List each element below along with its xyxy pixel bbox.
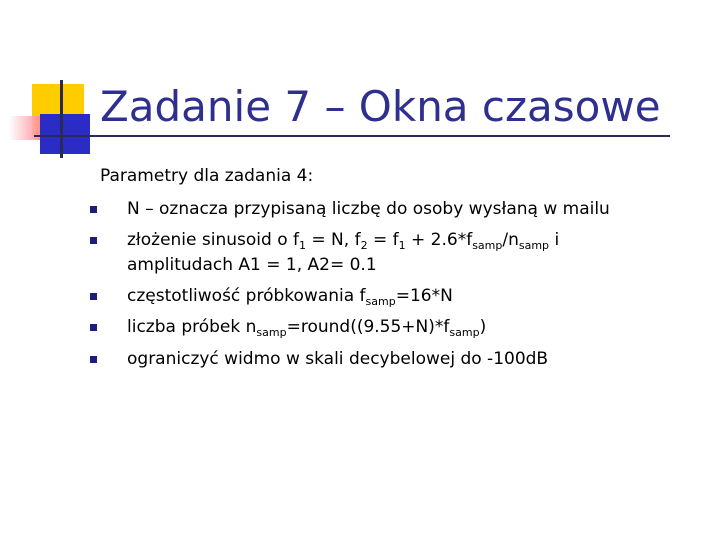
bullet-text: ograniczyć widmo w skali decybelowej do -100dB [127, 349, 549, 369]
bullet-square-icon [90, 206, 97, 213]
bullet-text: złożenie sinusoid o $f_1 = N$, $f_2 = f_1 + 2.6*f_{samp}/n_{samp}$ i [127, 230, 560, 252]
bullet-square-icon [90, 293, 97, 300]
decor-blue-square [40, 114, 90, 154]
decor-vertical-line [60, 80, 63, 158]
bullet-square-icon [90, 237, 97, 244]
bullet-text: częstotliwość próbkowania $f_{samp}=16*N$ [127, 286, 453, 308]
slide-title: Zadanie 7 – Okna czasowe [100, 82, 661, 131]
bullet-text: liczba próbek $n_{samp}=round((9.55+N)*f_{samp})$ [127, 317, 487, 339]
bullet-square-icon [90, 324, 97, 331]
bullet-text: N – oznacza przypisaną liczbę do osoby wysłaną w mailu [127, 199, 610, 219]
bullet-text-line2: amplitudach A1 = 1, A2= 0.1 [127, 255, 377, 275]
title-underline [34, 135, 670, 137]
intro-text: Parametry dla zadania 4: [100, 166, 314, 186]
bullet-square-icon [90, 356, 97, 363]
